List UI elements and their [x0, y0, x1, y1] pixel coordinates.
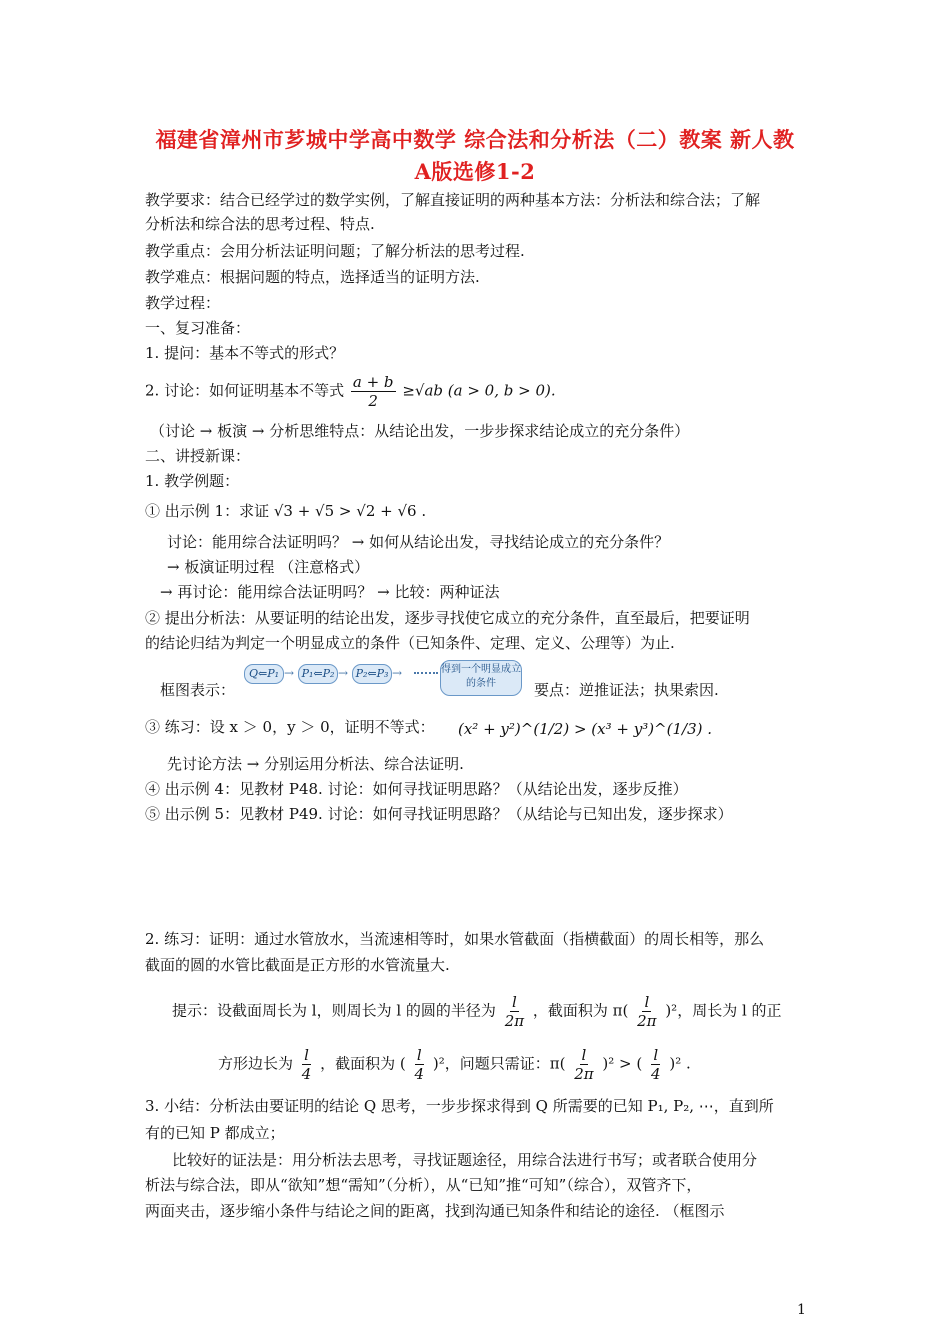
fraction-l-over-2pi [503, 993, 526, 1030]
text-segment: 提示：设截面周长为 l，则周长为 l 的圆的半径为 [172, 1001, 496, 1020]
text-line: 3. 小结：分析法由要证明的结论 Q 思考，一步步探求得到 Q 所需要的已知 P₁, P₂, ⋯，直到所 [145, 1097, 774, 1115]
fraction-denominator: 2π [574, 1065, 594, 1083]
text-line: 先讨论方法 → 分别运用分析法、综合法证明. [167, 755, 464, 773]
fraction-numerator: l [581, 1046, 587, 1064]
fraction-l-over-2pi [635, 993, 658, 1030]
text-line: 1. 提问：基本不等式的形式？ [145, 344, 345, 362]
text-line: → 再讨论：能用综合法证明吗？ → 比较：两种证法 [160, 583, 500, 601]
text-line-with-fraction [145, 373, 556, 410]
fraction-numerator: l [416, 1046, 422, 1064]
text-line: （讨论 → 板演 → 分析思维特点：从结论出发，一步步探求结论成立的充分条件） [150, 422, 690, 440]
math-inequality: (x² + y²)^(1/2) > (x³ + y³)^(1/3) . [458, 720, 713, 738]
text-line: 2. 练习：证明：通过水管放水，当流速相等时，如果水管截面（指横截面）的周长相等，那么 [145, 930, 765, 948]
page-number: 1 [797, 1302, 806, 1318]
text-segment: ，截面积为 ( [320, 1054, 406, 1073]
arrow-right-icon: → [338, 666, 349, 680]
text-line: ② 提出分析法：从要证明的结论出发，逐步寻找使它成立的充分条件，直至最后，把要证明 [145, 609, 750, 627]
fraction-numerator: l [644, 993, 650, 1011]
text-line: 教学重点：会用分析法证明问题；了解分析法的思考过程. [145, 242, 525, 260]
text-line-with-fraction [218, 1046, 691, 1083]
text-line: 二、讲授新课： [145, 447, 251, 465]
text-line: 析法与综合法，即从“欲知”想“需知”（分析），从“已知”推“可知”（综合），双管齐下， [145, 1176, 702, 1194]
fraction-l-over-4 [300, 1046, 314, 1083]
text-segment: )² . [669, 1054, 691, 1073]
text-line: → 板演证明过程 （注意格式） [167, 558, 370, 576]
arrow-right-icon: → [284, 666, 295, 680]
fraction-denominator: 4 [651, 1065, 661, 1083]
text-segment: )²，问题只需证：π( [432, 1054, 566, 1073]
text-segment: 2. 讨论：如何证明基本不等式 [145, 381, 345, 400]
text-line: 的结论归结为判定一个明显成立的条件（已知条件、定理、定义、公理等）为止. [145, 634, 675, 652]
text-segment: )²，周长为 l 的正 [665, 1001, 782, 1020]
fraction-denominator: 4 [301, 1065, 312, 1083]
flow-end-box: 得到一个明显成立的条件 [440, 660, 522, 696]
text-line: ⑤ 出示例 5：见教材 P49. 讨论：如何寻找证明思路？（从结论与已知出发，逐步探求） [145, 805, 733, 823]
flow-box-1: Q⇐P₁ [244, 664, 284, 684]
text-segment: ，截面积为 π( [532, 1001, 629, 1020]
fraction-denominator: 2π [504, 1012, 525, 1030]
fraction-l-over-2pi [572, 1046, 595, 1083]
text-line: 教学过程： [145, 294, 221, 312]
flow-box-2: P₁⇐P₂ [298, 664, 338, 684]
math-segment: ≥√ab (a > 0, b > 0). [402, 381, 556, 400]
fraction-denominator: 2 [368, 392, 378, 410]
text-line: 讨论：能用综合法证明吗？ → 如何从结论出发，寻找结论成立的充分条件？ [167, 533, 670, 551]
text-line: 分析法和综合法的思考过程、特点. [145, 215, 375, 233]
fraction-denominator: 2π [637, 1012, 657, 1030]
fraction-l-over-4 [649, 1046, 663, 1083]
doc-title-line2: A版选修1-2 [414, 159, 536, 184]
text-line: 1. 教学例题： [145, 472, 240, 490]
text-line: 一、复习准备： [145, 319, 251, 337]
fraction-a-plus-b-over-2 [351, 373, 396, 410]
text-line: 教学要求：结合已经学过的数学实例，了解直接证明的两种基本方法：分析法和综合法；了解 [145, 191, 761, 209]
text-segment: 方形边长为 [218, 1054, 294, 1073]
text-segment: )² > ( [602, 1054, 643, 1073]
text-line: 要点：逆推证法；执果索因. [534, 681, 719, 699]
doc-title-line1: 福建省漳州市芗城中学高中数学 综合法和分析法（二）教案 新人教 [155, 127, 795, 152]
text-line: 比较好的证法是：用分析法去思考，寻找证题途径，用综合法进行书写；或者联合使用分 [172, 1151, 758, 1169]
fraction-numerator: l [304, 1046, 309, 1064]
flow-box-3: P₂⇐P₃ [352, 664, 392, 684]
text-line: 教学难点：根据问题的特点，选择适当的证明方法. [145, 268, 480, 286]
fraction-numerator: a + b [352, 373, 394, 391]
text-line: ① 出示例 1：求证 √3 + √5 > √2 + √6 . [145, 502, 427, 520]
text-line: 两面夹击，逐步缩小条件与结论之间的距离，找到沟通已知条件和结论的途径. （框图示 [145, 1202, 725, 1220]
fraction-numerator: l [653, 1046, 659, 1064]
fraction-numerator: l [511, 993, 517, 1011]
text-line-with-fraction [172, 993, 782, 1030]
text-line: 截面的圆的水管比截面是正方形的水管流量大. [145, 956, 450, 974]
text-line: 框图表示： [160, 681, 236, 699]
fraction-denominator: 4 [414, 1065, 425, 1083]
dotted-connector [414, 672, 438, 674]
fraction-l-over-4 [413, 1046, 427, 1083]
text-line: 有的已知 P 都成立； [145, 1124, 285, 1142]
text-line: ③ 练习：设 x ＞ 0，y ＞ 0，证明不等式： [145, 718, 435, 736]
arrow-right-icon: → [392, 666, 403, 680]
flowchart [244, 660, 534, 694]
text-line: ④ 出示例 4：见教材 P48. 讨论：如何寻找证明思路？（从结论出发，逐步反推） [145, 780, 688, 798]
